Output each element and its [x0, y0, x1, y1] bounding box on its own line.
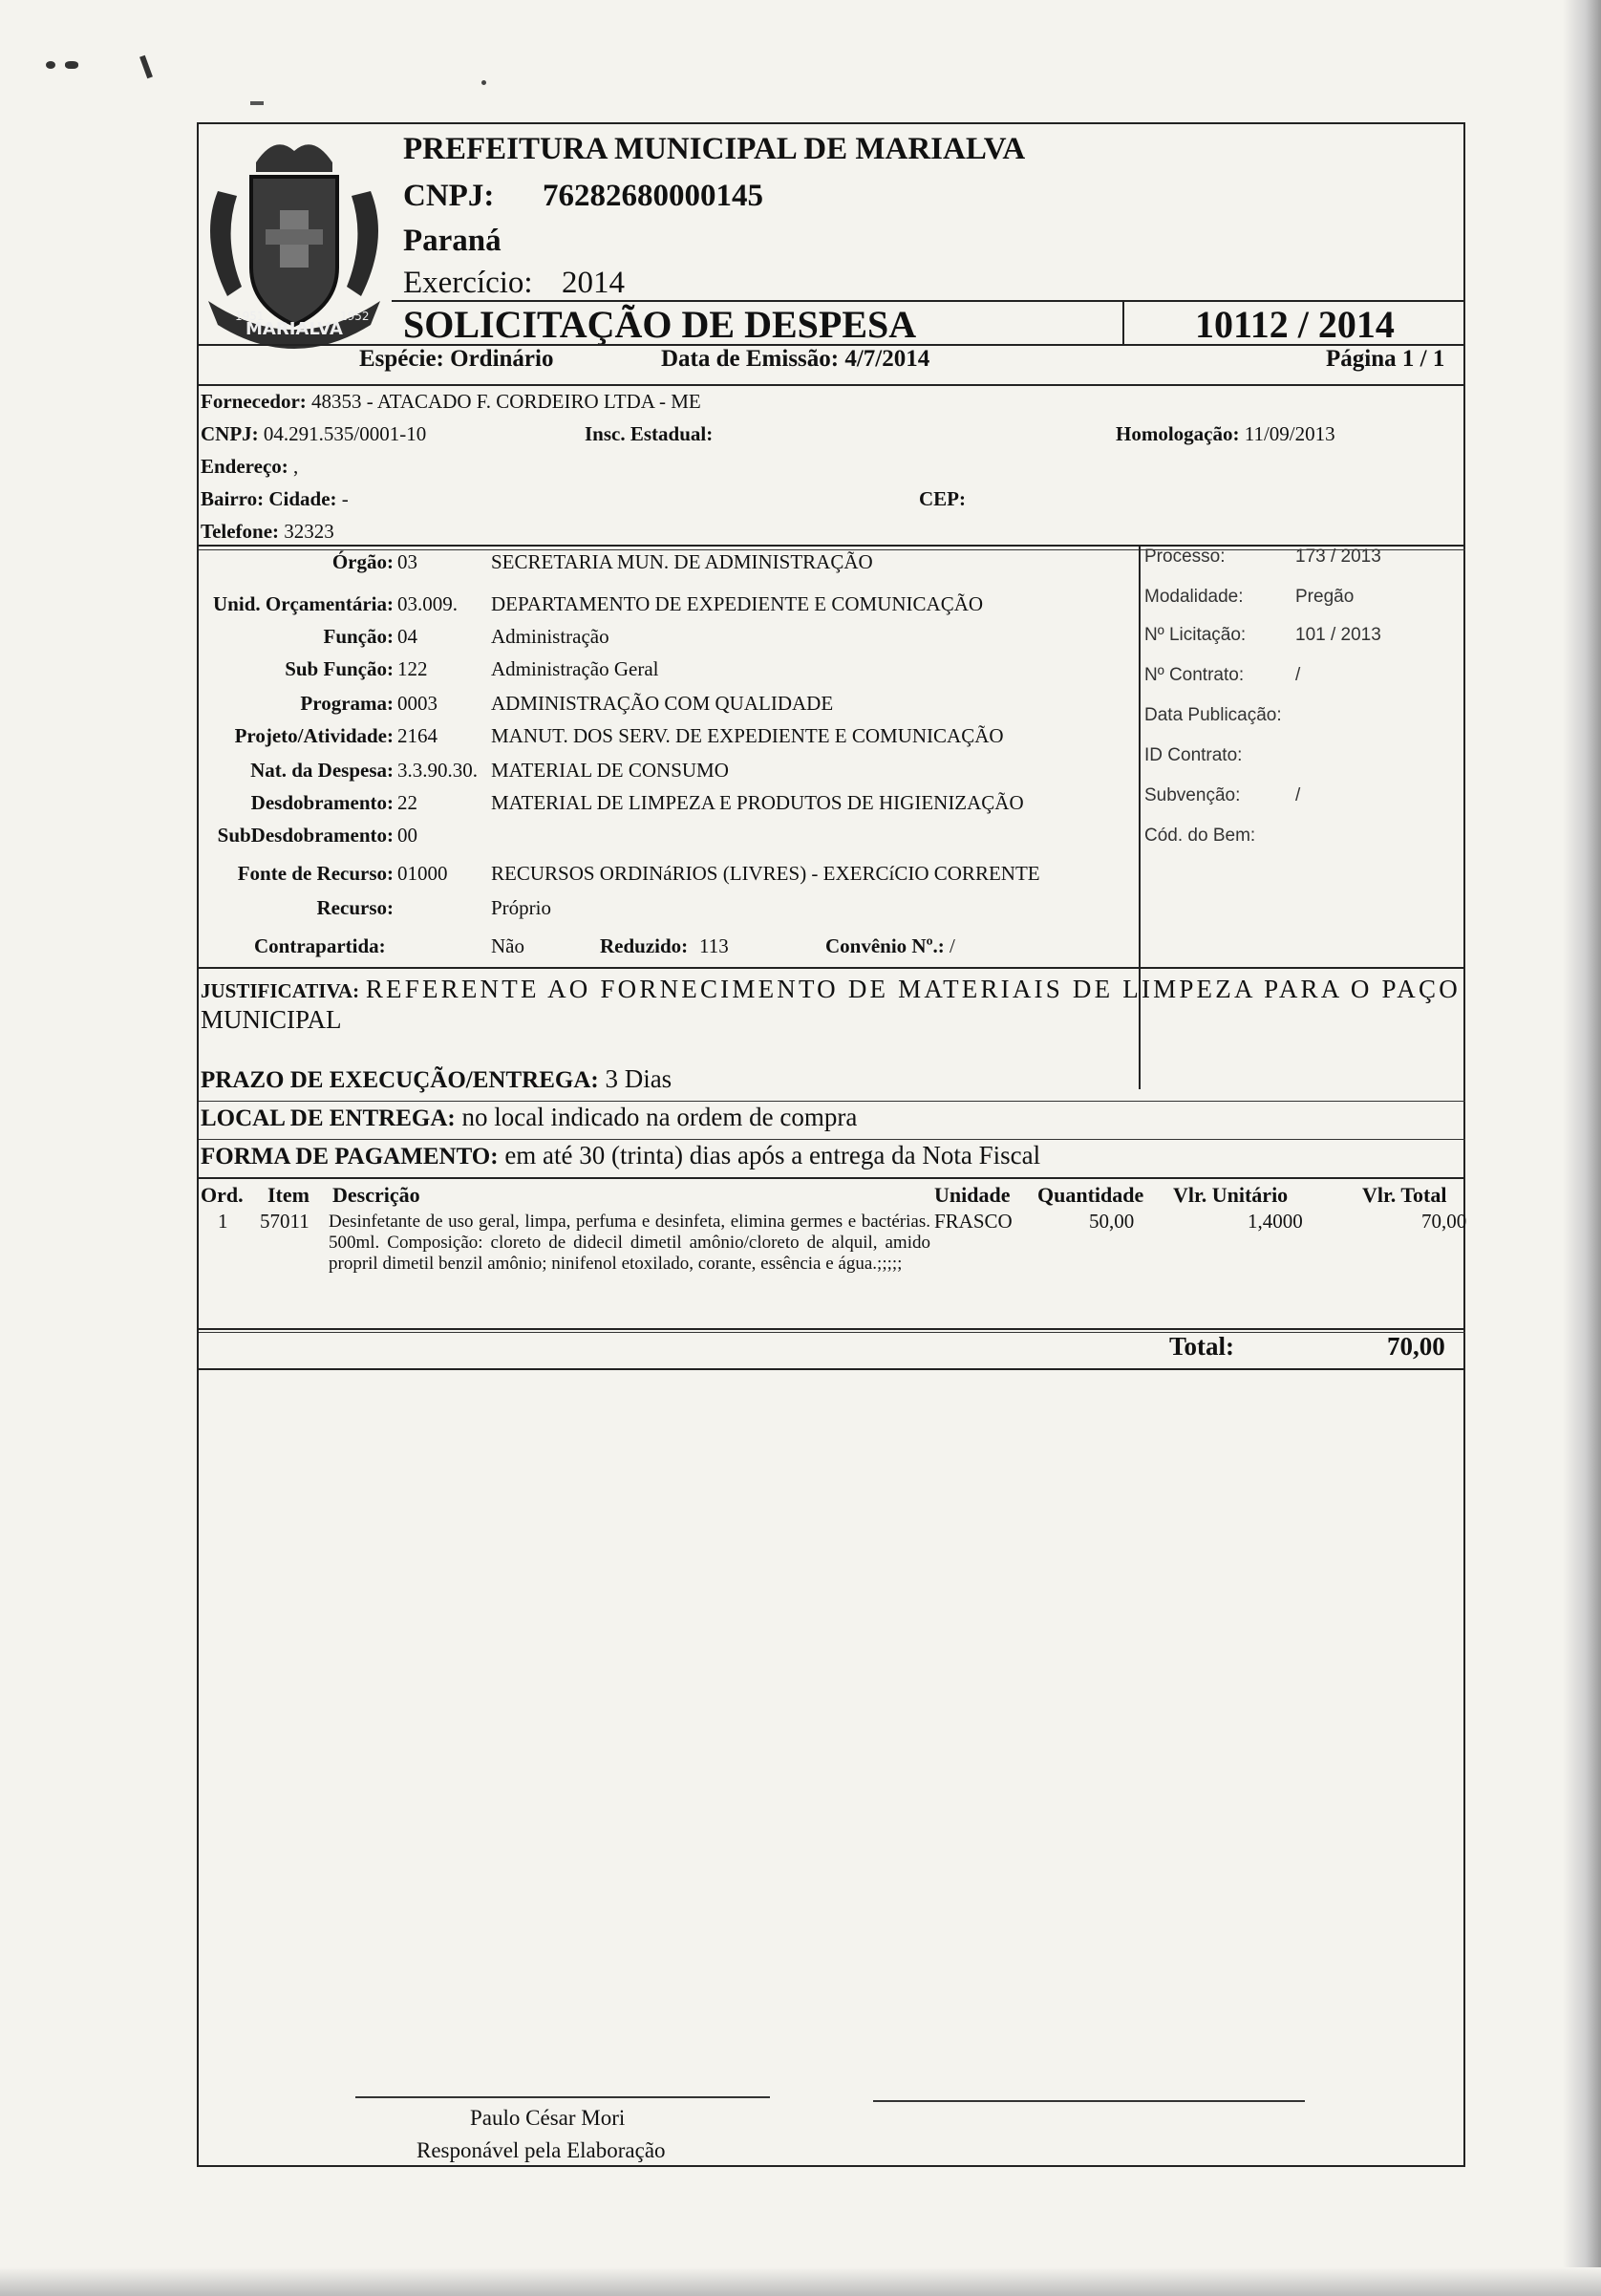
- budget-row-label: Desdobramento:: [250, 791, 394, 814]
- deadline-label: PRAZO DE EXECUÇÃO/ENTREGA:: [201, 1067, 599, 1093]
- insc-estadual-label: Insc. Estadual:: [585, 422, 714, 445]
- phone-label: Telefone:: [201, 520, 280, 543]
- convenio-value: /: [950, 934, 955, 957]
- convenio-label: Convênio Nº.:: [825, 934, 945, 957]
- budget-row-description: ADMINISTRAÇÃO COM QUALIDADE: [491, 692, 834, 715]
- cnpj-value: 76282680000145: [543, 179, 763, 213]
- item-code: 57011: [260, 1210, 310, 1233]
- total-divider-bottom: [199, 1368, 1465, 1370]
- scan-speck: [46, 61, 55, 69]
- col-header-item: Item: [267, 1183, 310, 1207]
- supplier-value: 48353 - ATACADO F. CORDEIRO LTDA - ME: [311, 390, 701, 413]
- budget-row-code: 03.009.: [397, 592, 458, 615]
- signatory-name: Paulo César Mori: [470, 2106, 626, 2130]
- supplier-cnpj-label: CNPJ:: [201, 422, 259, 445]
- signature-line-left: [355, 2096, 770, 2098]
- item-ord: 1: [218, 1210, 228, 1233]
- budget-row-label: Recurso:: [316, 896, 394, 919]
- procurement-field-value: 173 / 2013: [1295, 547, 1381, 567]
- procurement-field-label: Data Publicação:: [1144, 705, 1282, 725]
- cep-label: CEP:: [919, 487, 966, 510]
- contrapartida-label: Contrapartida:: [254, 934, 386, 957]
- reduzido-value: 113: [699, 934, 729, 957]
- supplier-address: [201, 455, 298, 479]
- budget-row-description: Administração Geral: [491, 657, 659, 680]
- budget-row-code: 00: [397, 824, 417, 847]
- municipality-name: PREFEITURA MUNICIPAL DE MARIALVA: [403, 132, 1026, 166]
- total-divider-inner: [199, 1332, 1465, 1333]
- scan-speck: [481, 80, 486, 85]
- signature-line-right: [873, 2100, 1305, 2102]
- procurement-field-label: Cód. do Bem:: [1144, 826, 1256, 846]
- supplier-bairro-cidade: [201, 487, 349, 511]
- budget-row-label: Órgão:: [331, 550, 394, 573]
- municipal-crest-icon: [199, 134, 390, 354]
- total-divider-top: [199, 1328, 1465, 1330]
- total-label: Total:: [1169, 1332, 1235, 1361]
- supplier-phone: [201, 520, 334, 544]
- budget-row-code: 04: [397, 625, 417, 648]
- budget-row-label: Fonte de Recurso:: [237, 862, 394, 885]
- budget-row-description: Administração: [491, 625, 609, 648]
- justification-text: REFERENTE AO FORNECIMENTO DE MATERIAIS DE LIMPEZA PARA O PAÇO: [365, 975, 1461, 1003]
- page-bottom-edge: [0, 2267, 1601, 2296]
- budget-row-code: 122: [397, 657, 428, 680]
- location-label: LOCAL DE ENTREGA:: [201, 1105, 456, 1131]
- col-header-descricao: Descrição: [332, 1183, 420, 1207]
- scan-speck: [250, 101, 264, 105]
- procurement-field-label: ID Contrato:: [1144, 745, 1243, 765]
- budget-row-description: RECURSOS ORDINáRIOS (LIVRES) - EXERCíCIO CORRENTE: [491, 862, 1040, 885]
- delivery-location: [201, 1103, 857, 1132]
- data-emissao: Data de Emissão: 4/7/2014: [661, 346, 930, 372]
- exercicio-value: 2014: [562, 266, 625, 300]
- document-title: SOLICITAÇÃO DE DESPESA: [403, 303, 917, 346]
- item-total-price: 70,00: [1421, 1210, 1467, 1233]
- supplier-label: Fornecedor:: [201, 390, 307, 413]
- justification-label: JUSTIFICATIVA:: [201, 979, 360, 1002]
- title-number-separator: [1122, 300, 1124, 344]
- state-name: Paraná: [403, 224, 502, 258]
- document-frame: [197, 122, 1465, 2167]
- budget-row-label: Programa:: [300, 692, 394, 715]
- justification-line-2: MUNICIPAL: [201, 1005, 342, 1034]
- col-header-ord: Ord.: [201, 1183, 244, 1207]
- total-value: 70,00: [1387, 1332, 1445, 1361]
- col-header-vlr-total: Vlr. Total: [1362, 1183, 1447, 1207]
- page-number: Página 1 / 1: [1326, 346, 1445, 372]
- svg-text:1951: 1951: [235, 310, 265, 323]
- procurement-field-label: Modalidade:: [1144, 587, 1244, 607]
- budget-row-label: SubDesdobramento:: [217, 824, 394, 847]
- deadline-divider: [199, 1101, 1465, 1102]
- supplier-cnpj: [201, 422, 426, 446]
- deadline-value: 3 Dias: [605, 1064, 672, 1093]
- supplier-row: [201, 390, 701, 414]
- budget-row-label: Nat. da Despesa:: [250, 759, 394, 782]
- budget-divider-top: [199, 545, 1465, 547]
- supplier-cnpj-value: 04.291.535/0001-10: [263, 422, 427, 445]
- procurement-field-value: /: [1295, 785, 1301, 805]
- items-divider-top: [199, 1177, 1465, 1179]
- budget-row-label: Sub Função:: [285, 657, 394, 680]
- item-description: Desinfetante de uso geral, limpa, perfuma e desinfeta, elimina germes e bactérias. 500ml. Composição: cloreto de didecil dimetil amônio/cloreto de alquil, amido propril dimetil benzil amônio; ninifenol etoxilado, corante, essência e água.;;;;;: [329, 1212, 930, 1274]
- payment-value: em até 30 (trinta) dias após a entrega da Nota Fiscal: [504, 1141, 1041, 1169]
- exercicio-label: Exercício:: [403, 266, 533, 300]
- cidade-label: Cidade:: [268, 487, 337, 510]
- supplier-divider-top: [199, 384, 1465, 386]
- col-header-unidade: Unidade: [934, 1183, 1011, 1207]
- item-unit: FRASCO: [934, 1210, 1013, 1233]
- justification-divider-top: [199, 967, 1465, 969]
- col-header-quantidade: Quantidade: [1037, 1183, 1144, 1207]
- reduzido-label: Reduzido:: [600, 934, 689, 957]
- homologacao: [1116, 422, 1335, 446]
- item-quantity: 50,00: [1089, 1210, 1135, 1233]
- budget-row-code: 2164: [397, 724, 438, 747]
- homologacao-value: 11/09/2013: [1244, 422, 1335, 445]
- budget-row-description: SECRETARIA MUN. DE ADMINISTRAÇÃO: [491, 550, 873, 573]
- procurement-field-value: /: [1295, 665, 1301, 685]
- budget-row-description: MANUT. DOS SERV. DE EXPEDIENTE E COMUNICAÇÃO: [491, 724, 1004, 747]
- procurement-field-label: Nº Contrato:: [1144, 665, 1245, 685]
- item-unit-price: 1,4000: [1248, 1210, 1303, 1233]
- signatory-role: Responável pela Elaboração: [416, 2138, 666, 2162]
- budget-row-description: MATERIAL DE CONSUMO: [491, 759, 729, 782]
- budget-row-label: Unid. Orçamentária:: [213, 592, 394, 615]
- procurement-field-label: Nº Licitação:: [1144, 625, 1247, 645]
- procurement-field-value: 101 / 2013: [1295, 625, 1381, 645]
- budget-row-description: DEPARTAMENTO DE EXPEDIENTE E COMUNICAÇÃO: [491, 592, 984, 615]
- scan-speck: [65, 61, 78, 69]
- cidade-value: -: [341, 487, 349, 510]
- procurement-field-label: Processo:: [1144, 547, 1226, 567]
- location-divider: [199, 1139, 1465, 1140]
- procurement-field-value: Pregão: [1295, 587, 1355, 607]
- address-value: ,: [293, 455, 299, 478]
- especie: Espécie: Ordinário: [359, 346, 554, 372]
- homologacao-label: Homologação:: [1116, 422, 1240, 445]
- address-label: Endereço:: [201, 455, 288, 478]
- col-header-vlr-unitario: Vlr. Unitário: [1173, 1183, 1289, 1207]
- scan-speck: [139, 55, 153, 79]
- budget-row-code: 22: [397, 791, 417, 814]
- procurement-field-label: Subvenção:: [1144, 785, 1241, 805]
- bairro-label: Bairro:: [201, 487, 265, 510]
- budget-row-label: Projeto/Atividade:: [234, 724, 394, 747]
- budget-row-description: MATERIAL DE LIMPEZA E PRODUTOS DE HIGIENIZAÇÃO: [491, 791, 1024, 814]
- procurement-panel-separator: [1139, 545, 1141, 1089]
- document-number: 10112 / 2014: [1195, 303, 1395, 346]
- budget-row-code: 0003: [397, 692, 438, 715]
- budget-row-description: Próprio: [491, 896, 551, 919]
- budget-row-code: 03: [397, 550, 417, 573]
- budget-row-code: 01000: [397, 862, 448, 885]
- page-edge-shadow: [1563, 0, 1601, 2296]
- budget-row-code: 3.3.90.30.: [397, 759, 478, 782]
- delivery-deadline: [201, 1064, 672, 1094]
- budget-row-label: Função:: [323, 625, 394, 648]
- svg-text:MARIALVA: MARIALVA: [245, 319, 343, 339]
- location-value: no local indicado na ordem de compra: [461, 1103, 858, 1131]
- phone-value: 32323: [284, 520, 334, 543]
- justification-line-1: [201, 975, 1462, 1004]
- payment-label: FORMA DE PAGAMENTO:: [201, 1144, 499, 1169]
- payment-terms: [201, 1141, 1040, 1170]
- contrapartida-value: Não: [491, 934, 524, 957]
- cnpj-label: CNPJ:: [403, 179, 495, 213]
- svg-text:1952: 1952: [340, 310, 370, 323]
